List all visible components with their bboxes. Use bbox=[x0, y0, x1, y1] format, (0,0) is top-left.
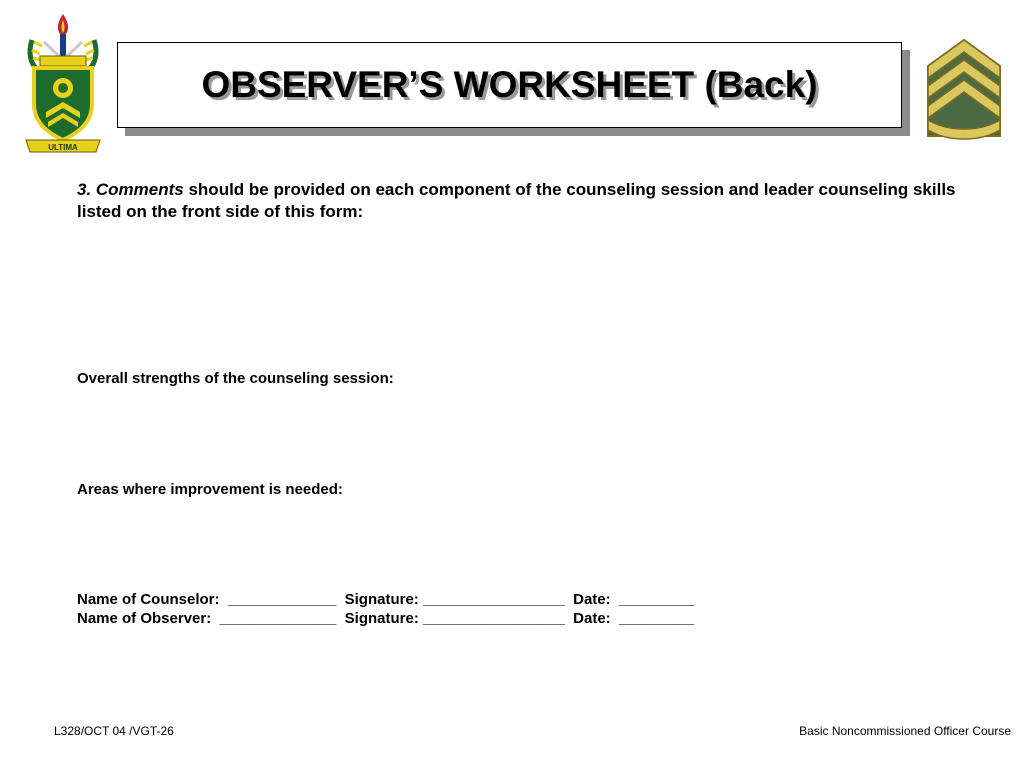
crest-motto: ULTIMA bbox=[48, 143, 78, 152]
staff-sergeant-chevron-icon bbox=[924, 36, 1004, 140]
ncoa-crest-icon bbox=[22, 12, 104, 154]
footer-code: L328/OCT 04 /VGT-26 bbox=[54, 724, 174, 738]
observer-signature-line: Name of Observer: ______________ Signature: _________________ Date: _________ bbox=[77, 610, 695, 627]
footer-course: Basic Noncommissioned Officer Course bbox=[799, 724, 1011, 738]
strengths-label: Overall strengths of the counseling session: bbox=[77, 370, 394, 387]
comments-instructions bbox=[77, 179, 997, 223]
comments-lead: 3. Comments bbox=[77, 180, 184, 199]
improvement-label: Areas where improvement is needed: bbox=[77, 481, 343, 498]
page-title: OBSERVER’S WORKSHEET (Back) bbox=[201, 64, 818, 105]
counselor-signature-line: Name of Counselor: _____________ Signature: _________________ Date: _________ bbox=[77, 591, 695, 608]
comments-text: should be provided on each component of the counseling session and leader counseling skills listed on the front side of this form: bbox=[77, 180, 956, 221]
title-box bbox=[117, 42, 902, 128]
signature-block bbox=[77, 590, 694, 628]
